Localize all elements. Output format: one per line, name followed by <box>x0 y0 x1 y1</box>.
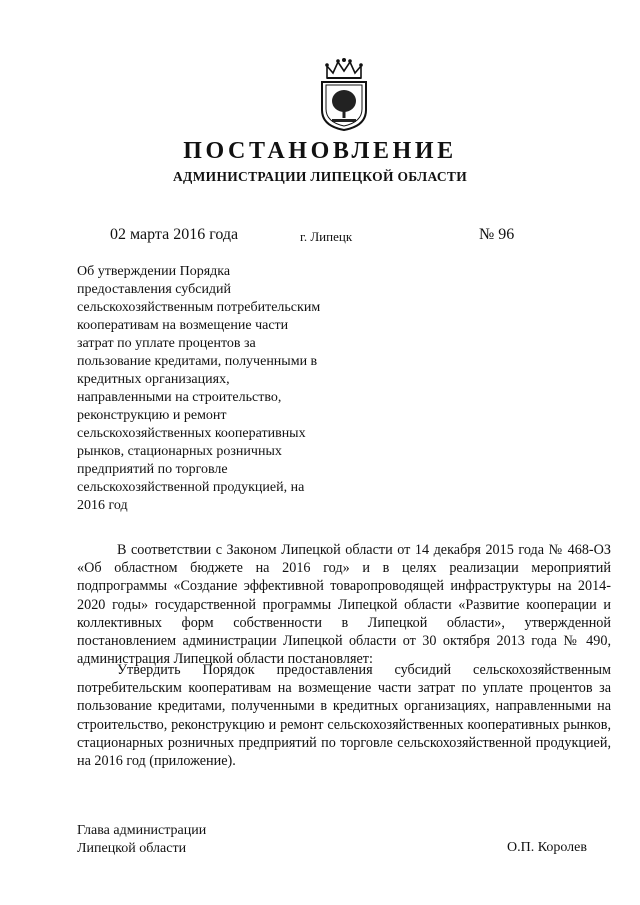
signatory-position-line: Глава администрации <box>77 823 207 838</box>
subject-line: рынков, стационарных розничных <box>77 444 282 459</box>
subject-line: предприятий по торговле <box>77 462 228 477</box>
document-number: № 96 <box>479 226 515 243</box>
coat-of-arms-icon <box>318 58 370 132</box>
document-subject <box>77 263 362 515</box>
subject-line: кооперативам на возмещение части <box>77 318 289 333</box>
subject-line: кредитных организациях, <box>77 372 230 387</box>
document-date: 02 марта 2016 года <box>110 226 239 243</box>
subject-line: затрат по уплате процентов за <box>77 336 256 351</box>
signatory-position-line: Липецкой области <box>77 841 187 856</box>
subject-line: 2016 год <box>77 498 128 513</box>
subject-line: предоставления субсидий <box>77 282 232 297</box>
document-city: г. Липецк <box>300 229 353 244</box>
subject-line: сельскохозяйственной продукцией, на <box>77 480 305 495</box>
resolution-paragraph <box>77 661 611 770</box>
document-issuer: АДМИНИСТРАЦИИ ЛИПЕЦКОЙ ОБЛАСТИ <box>172 169 468 184</box>
subject-line: реконструкцию и ремонт <box>77 408 227 423</box>
signatory-position <box>77 822 206 858</box>
subject-line: сельскохозяйственных кооперативных <box>77 426 306 441</box>
subject-line: Об утверждении Порядка <box>77 264 231 279</box>
resolution-text: Утвердить Порядок предоставления субсидий сельскохозяйственным потребительским кооперативам на возмещение части затрат по уплате процентов за пользование кредитами, полученными в кредитных организациях, направленными на строительство, реконструкцию и ремонт сельскохозяйственных кооперативных рынков, стационарных розничных предприятий по торговле сельскохозяйственной продукцией, на 2016 год (приложение). <box>77 662 611 770</box>
subject-line: сельскохозяйственным потребительским <box>77 300 321 315</box>
preamble-paragraph <box>77 541 611 668</box>
subject-line: пользование кредитами, полученными в <box>77 354 318 369</box>
subject-line: направленными на строительство, <box>77 390 282 405</box>
document-title: ПОСТАНОВЛЕНИЕ <box>183 138 457 164</box>
signatory-name: О.П. Королев <box>507 840 587 855</box>
preamble-text: В соответствии с Законом Липецкой области от 14 декабря 2015 года № 468-ОЗ «Об областном бюджете на 2016 год» и в целях реализации мероприятий подпрограммы «Создание эффективной товаропроводящей инфраструктуры на 2014-2020 годы» государственной программы Липецкой области «Развитие кооперации и коллективных форм собственности в Липецкой области», утвержденной постановлением администрации Липецкой области от 30 октября 2013 года № 490, администрация Липецкой области постановляет: <box>77 542 611 668</box>
